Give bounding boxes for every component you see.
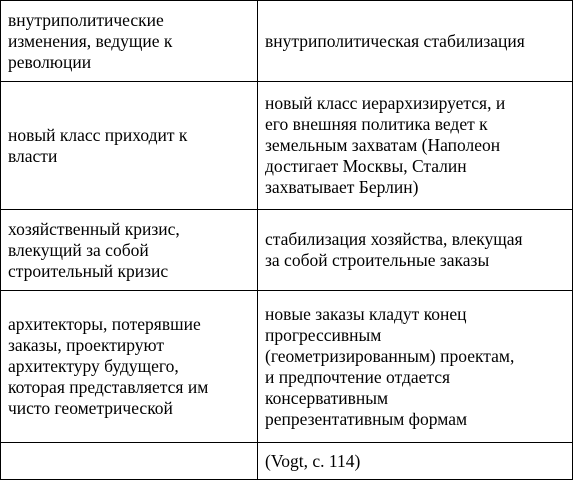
table-cell-left-empty [1, 443, 258, 480]
cell-text: архитекторы, потерявшие заказы, проектируют архитектуру будущего, которая представляется им чисто геометрической [8, 314, 209, 418]
table-row [1, 210, 573, 291]
table-cell-right [258, 291, 573, 443]
table-row [1, 82, 573, 210]
table-row [1, 1, 573, 82]
cell-text: хозяйственный кризис, влекущий за собой строительный кризис [8, 218, 180, 281]
table-cell-right [258, 1, 573, 82]
cell-text: стабилизация хозяйства, влекущая за собой строительные заказы [265, 229, 523, 270]
cell-text: новый класс приходит к власти [8, 124, 188, 166]
table-cell-right [258, 82, 573, 210]
table-row [1, 291, 573, 443]
table-cell-left [1, 291, 258, 443]
table-cell-left [1, 210, 258, 291]
cell-text: новые заказы кладут конец прогрессивным (геометризированным) проектам, и предпочтение отдается консервативным репрезентативным формам [265, 303, 515, 429]
cell-text: внутриполитическая стабилизация [265, 30, 525, 51]
citation-text: (Vogt, с. 114) [265, 450, 361, 471]
table-cell-citation [258, 443, 573, 480]
table-row [1, 443, 573, 480]
table-cell-left [1, 1, 258, 82]
cell-text: новый класс иерархизируется, и его внешняя политика ведет к земельным захватам (Наполеон достигает Москвы, Сталин захватывает Берлин) [265, 93, 506, 197]
table-cell-left [1, 82, 258, 210]
cell-text: внутриполитические изменения, ведущие к революции [8, 9, 173, 72]
table-cell-right [258, 210, 573, 291]
